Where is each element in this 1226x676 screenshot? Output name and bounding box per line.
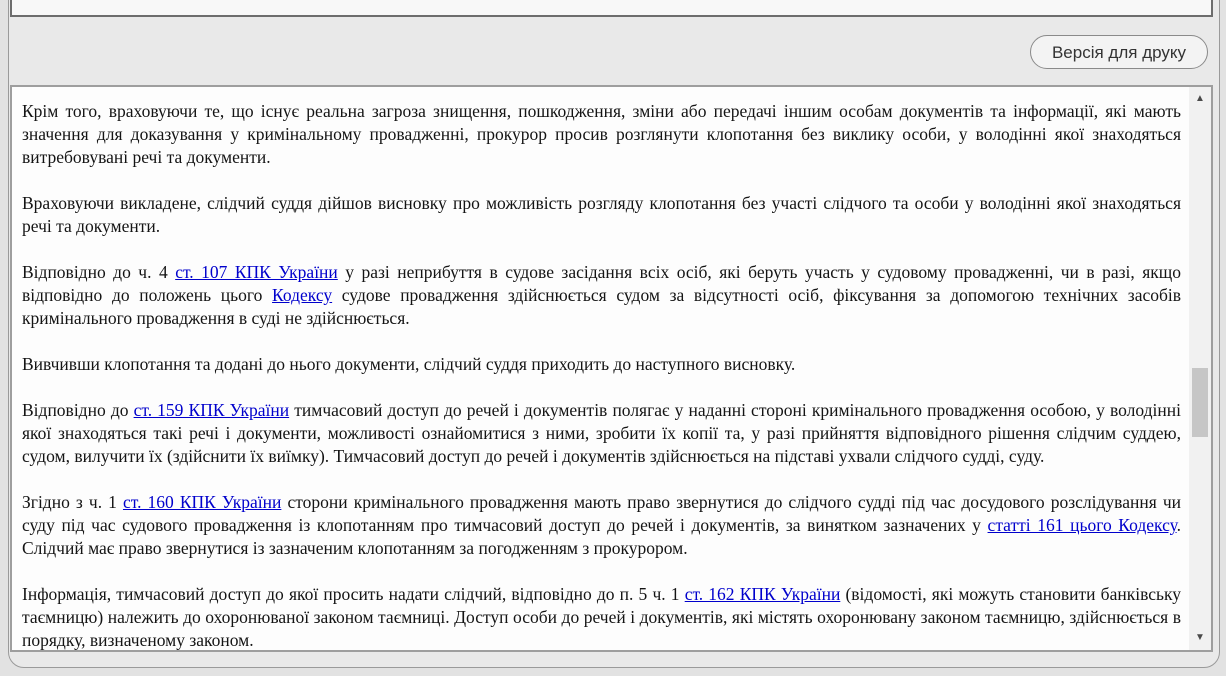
text-segment: Крім того, враховуючи те, що існує реальна загроза знищення, пошкодження, зміни або передачі іншим особам документів та інформації, які мають значення для доказування у кримінальному провадженні, прокурор просив розглянути клопотання без виклику особи, у володінні якої знаходяться витребовувані речі та документи.: [22, 101, 1181, 167]
paragraph: [22, 491, 1181, 560]
law-reference-link[interactable]: ст. 162 КПК України: [684, 584, 841, 604]
law-reference-link[interactable]: ст. 107 КПК України: [175, 262, 338, 282]
text-segment: тимчасовий доступ до речей і документів полягає у наданні стороні кримінального провадження особою, у володінні якої знаходяться такі речі і документи, можливості ознайомитися з ними, зробити їх копії та, у разі прийняття відповідного рішення слідчим суддею, судом, вилучити їх (здійснити їх виїмку). Тимчасовий доступ до речей і документів здійснюється на підставі ухвали слідчого судді, суду.: [22, 400, 1181, 466]
paragraph: [22, 100, 1181, 169]
scrollbar[interactable]: [1189, 87, 1211, 650]
decision-text: [12, 87, 1189, 650]
scroll-thumb[interactable]: [1192, 368, 1208, 437]
text-segment: Інформація, тимчасовий доступ до якої просить надати слідчий, відповідно до п. 5 ч. 1: [22, 584, 685, 604]
paragraph: [22, 583, 1181, 650]
text-segment: Згідно з ч. 1: [22, 492, 123, 512]
text-segment: у разі неприбуття в судове засідання всіх осіб, які беруть участь у судовому провадженні, чи в разі, якщо відповідно до положень цього: [22, 262, 1182, 305]
text-segment: сторони кримінального провадження мають право звернутися до слідчого судді під час досудового розслідування чи суду під час судового провадження із клопотанням про тимчасовий доступ до речей і документів, за винятком зазначених у: [22, 492, 1181, 535]
text-segment: Відповідно до: [22, 400, 134, 420]
paragraph: [22, 353, 1181, 376]
text-segment: Враховуючи викладене, слідчий суддя дійшов висновку про можливість розгляду клопотання без участі слідчого та особи у володінні якої знаходяться речі та документи.: [22, 193, 1181, 236]
law-reference-link[interactable]: статті 161 цього Кодексу: [987, 515, 1177, 535]
text-segment: (відомості, які можуть становити банківську таємницю) належить до охоронюваної законом таємниці. Доступ особи до речей і документів, які містять охоронювану законом таємницю, здійснюється в порядку, визначеному законом.: [22, 584, 1181, 650]
law-reference-link[interactable]: ст. 159 КПК України: [133, 400, 290, 420]
paragraph: [22, 399, 1181, 468]
top-panel: [10, 0, 1213, 17]
print-version-button[interactable]: Версія для друку: [1030, 35, 1208, 69]
law-reference-link[interactable]: ст. 160 КПК України: [122, 492, 282, 512]
text-segment: Відповідно до ч. 4: [22, 262, 176, 282]
decision-text-panel: [10, 85, 1213, 652]
paragraph: [22, 192, 1181, 238]
paragraph: [22, 261, 1181, 330]
text-segment: Вивчивши клопотання та додані до нього документи, слідчий суддя приходить до наступного висновку.: [22, 354, 796, 374]
law-reference-link[interactable]: Кодексу: [272, 285, 333, 305]
text-segment: . Слідчий має право звернутися із зазначеним клопотанням за погодженням з прокурором.: [22, 515, 1181, 558]
text-segment: судове провадження здійснюється судом за відсутності осіб, фіксування за допомогою технічних засобів кримінального провадження в суді не здійснюється.: [22, 285, 1182, 328]
scroll-up-icon[interactable]: ▲: [1195, 93, 1205, 104]
scroll-down-icon[interactable]: ▼: [1195, 632, 1205, 643]
